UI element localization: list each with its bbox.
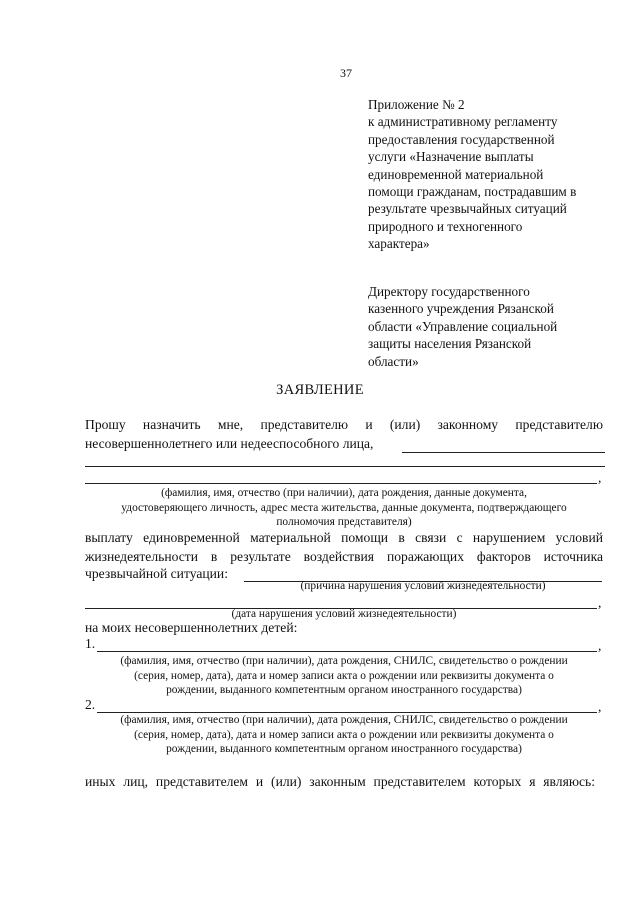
applicant-field-3[interactable] — [85, 483, 597, 484]
addressee-line: Директору государственного — [368, 284, 530, 299]
payment-line-2: жизнедеятельности в результате воздействия поражающих факторов источника — [85, 549, 603, 564]
appendix-line: природного и техногенного — [368, 218, 523, 234]
child-1-hint — [85, 654, 603, 698]
field-comma: , — [598, 470, 602, 485]
addressee-line: области «Управление социальной — [368, 318, 558, 334]
hint-line: (фамилия, имя, отчество (при наличии), дата рождения, СНИЛС, свидетельство о рождении — [120, 714, 568, 726]
payment-line-1: выплату единовременной материальной помощи в связи с нарушением условий — [85, 530, 603, 545]
addressee-line: казенного учреждения Рязанской — [368, 301, 554, 317]
appendix-line: единовременной материальной — [368, 166, 544, 182]
hint-line: рождении, выданного компетентным органом иностранного государства) — [166, 743, 522, 756]
field-comma: , — [598, 638, 602, 653]
applicant-field-2[interactable] — [85, 466, 605, 467]
child-1-label: 1. — [85, 636, 96, 651]
hint-line: (фамилия, имя, отчество (при наличии), дата рождения, СНИЛС, свидетельство о рождении — [120, 655, 568, 667]
others-line: иных лиц, представителем и (или) законным представителем которых я являюсь: — [85, 774, 595, 789]
child-2-hint — [85, 713, 603, 757]
field-comma: , — [598, 595, 602, 610]
hint-line: (фамилия, имя, отчество (при наличии), дата рождения, данные документа, — [161, 487, 527, 499]
payment-line-3: чрезвычайной ситуации: — [85, 566, 228, 581]
addressee-line: защиты населения Рязанской — [368, 336, 532, 352]
appendix-line: Приложение № 2 — [368, 97, 465, 112]
children-intro: на моих несовершеннолетних детей: — [85, 620, 298, 635]
appendix-block — [368, 96, 576, 253]
date-hint: (дата нарушения условий жизнедеятельности) — [231, 608, 457, 620]
field-comma: , — [598, 699, 602, 714]
addressee-line: области» — [368, 353, 419, 369]
document-title: ЗАЯВЛЕНИЕ — [276, 382, 364, 398]
applicant-field-1[interactable] — [402, 452, 605, 453]
hint-line: удостоверяющего личность, адрес места жительства, данные документа, подтверждающего — [121, 501, 567, 514]
child-1-field[interactable] — [97, 651, 597, 652]
hint-line: (серия, номер, дата), дата и номер записи акта о рождении или реквизиты документа о — [134, 669, 554, 682]
request-line-2: несовершеннолетнего или недееспособного лица, — [85, 436, 374, 451]
appendix-line: услуги «Назначение выплаты — [368, 149, 534, 165]
appendix-line: помощи гражданам, пострадавшим в — [368, 184, 577, 200]
hint-line: (серия, номер, дата), дата и номер записи акта о рождении или реквизиты документа о — [134, 728, 554, 741]
cause-hint: (причина нарушения условий жизнедеятельности) — [300, 580, 546, 592]
page-number: 37 — [340, 66, 352, 80]
hint-line: рождении, выданного компетентным органом иностранного государства) — [166, 684, 522, 697]
hint-line: полномочия представителя) — [276, 516, 412, 529]
appendix-line: результате чрезвычайных ситуаций — [368, 201, 567, 217]
applicant-hint — [85, 486, 603, 530]
appendix-line: характера» — [368, 236, 430, 252]
addressee-block — [368, 283, 557, 370]
appendix-line: предоставления государственной — [368, 131, 555, 147]
child-2-label: 2. — [85, 697, 96, 712]
request-line-1: Прошу назначить мне, представителю и (или) законному представителю — [85, 417, 603, 432]
appendix-line: к административному регламенту — [368, 114, 558, 130]
